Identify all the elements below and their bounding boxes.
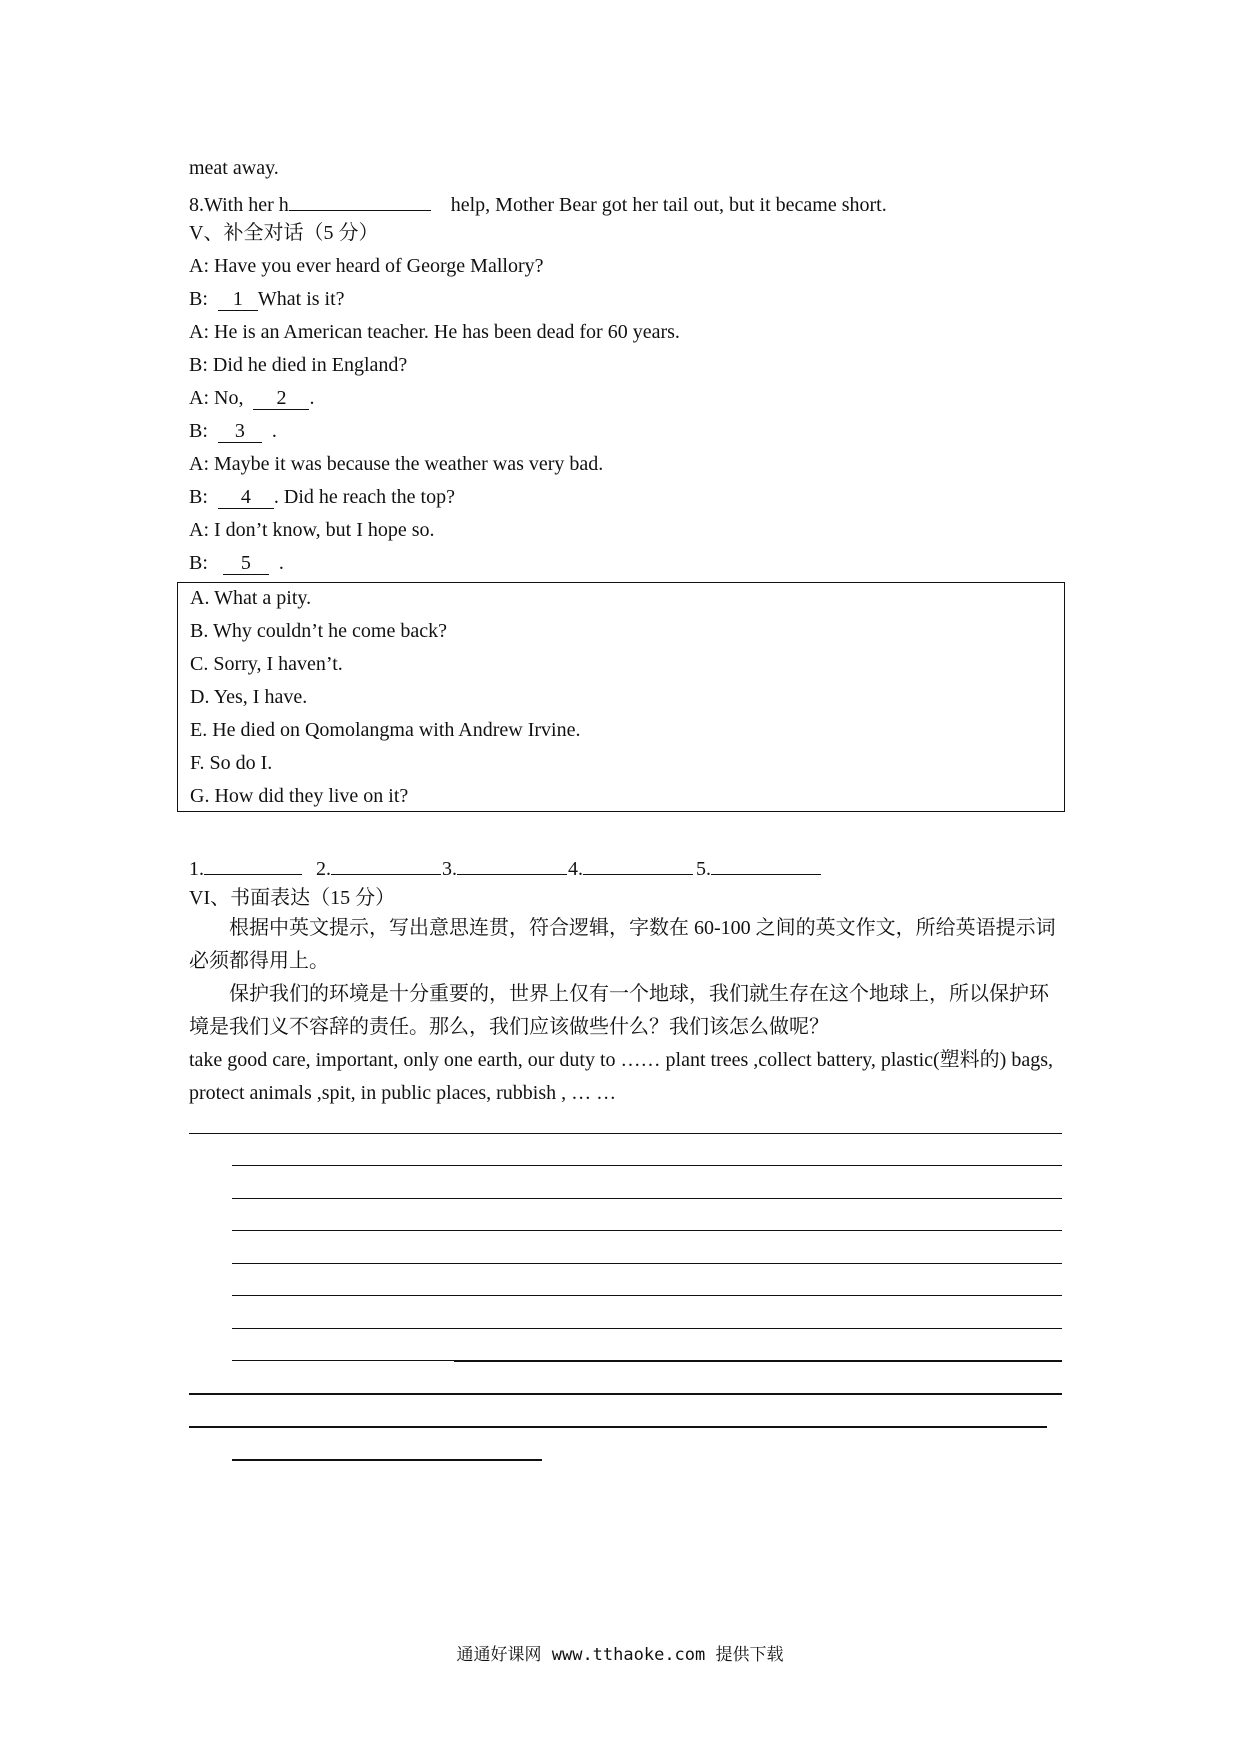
writing-line[interactable] (232, 1459, 542, 1461)
answer-3 (442, 852, 567, 882)
blank-3[interactable]: 3 (218, 420, 262, 443)
dialogue-line: A: Have you ever heard of George Mallory? (189, 255, 544, 277)
blank-4[interactable]: 4 (218, 486, 274, 509)
writing-line[interactable] (189, 1426, 1047, 1428)
option-a: A. What a pity. (190, 587, 312, 609)
dialogue-line: A: Maybe it was because the weather was very bad. (189, 453, 604, 475)
writing-line[interactable] (232, 1328, 1062, 1329)
answer-blank[interactable] (331, 852, 441, 875)
answer-blank[interactable] (204, 852, 302, 875)
answer-label: 5. (696, 858, 711, 880)
section-5-heading: V、补全对话（5 分） (189, 222, 379, 244)
writing-line[interactable] (232, 1165, 1062, 1166)
dialogue-line: B: Did he died in England? (189, 354, 408, 376)
section-6-heading: VI、书面表达（15 分） (189, 887, 396, 909)
blank-2[interactable]: 2 (253, 387, 309, 410)
dialogue-line (189, 484, 455, 510)
speaker: B: (189, 486, 208, 508)
answer-label: 4. (568, 858, 583, 880)
question-8 (189, 188, 887, 218)
q8-prefix: 8.With her h (189, 194, 289, 216)
footer-credit: 通通好课网 www.tthaoke.com 提供下载 (456, 1645, 784, 1665)
writing-line[interactable] (232, 1295, 1062, 1296)
punct: . (309, 387, 315, 409)
q8-suffix: help, Mother Bear got her tail out, but it became short. (450, 194, 887, 216)
answer-1 (189, 852, 302, 882)
dialogue-line (189, 550, 284, 576)
writing-line[interactable] (232, 1263, 1062, 1264)
option-f: F. So do I. (190, 752, 273, 774)
speaker: B: (189, 420, 208, 442)
punct: . (271, 420, 277, 442)
answer-label: 1. (189, 858, 204, 880)
writing-line[interactable] (454, 1360, 1062, 1362)
options-box (177, 582, 1065, 812)
dialogue-line: A: He is an American teacher. He has been dead for 60 years. (189, 321, 680, 343)
answer-blank[interactable] (583, 852, 693, 875)
writing-line[interactable] (232, 1198, 1062, 1199)
text-line: meat away. (189, 157, 279, 179)
dialogue-text: A: No, (189, 387, 244, 409)
option-d: D. Yes, I have. (190, 686, 308, 708)
dialogue-line (189, 418, 277, 444)
dialogue-line (189, 385, 314, 411)
punct: . (278, 552, 284, 574)
writing-instructions (189, 912, 1061, 1110)
option-c: C. Sorry, I haven’t. (190, 653, 343, 675)
speaker: B: (189, 288, 208, 310)
blank-5[interactable]: 5 (223, 552, 269, 575)
option-e: E. He died on Qomolangma with Andrew Irvine. (190, 719, 581, 741)
dialogue-line: A: I don’t know, but I hope so. (189, 519, 435, 541)
option-b: B. Why couldn’t he come back? (190, 620, 447, 642)
writing-line[interactable] (232, 1230, 1062, 1231)
answer-blank[interactable] (457, 852, 567, 875)
answer-label: 2. (316, 858, 331, 880)
instruction-text: 根据中英文提示，写出意思连贯，符合逻辑，字数在 60-100 之间的英文作文，所给英语提示词必须都得用上。 (189, 917, 1056, 972)
writing-line[interactable] (232, 1360, 454, 1361)
q8-blank[interactable] (289, 188, 431, 211)
writing-line[interactable] (189, 1393, 1062, 1395)
answer-blank[interactable] (711, 852, 821, 875)
option-g: G. How did they live on it? (190, 785, 409, 807)
answer-2 (316, 852, 441, 882)
answer-5 (696, 852, 821, 882)
blank-1[interactable]: 1 (218, 288, 258, 311)
answer-4 (568, 852, 693, 882)
dialogue-text: . Did he reach the top? (273, 486, 455, 508)
prompt-text: 保护我们的环境是十分重要的，世界上仅有一个地球，我们就生存在这个地球上，所以保护环境是我们义不容辞的责任。那么，我们应该做些什么？我们该怎么做呢？ (189, 983, 1049, 1038)
dialogue-line (189, 286, 345, 312)
writing-line[interactable] (189, 1133, 1062, 1134)
dialogue-text: What is it? (257, 288, 345, 310)
speaker: B: (189, 552, 208, 574)
answer-label: 3. (442, 858, 457, 880)
keywords-text: take good care, important, only one earth, our duty to …… plant trees ,collect battery, plastic(塑料的) bags, protect animals ,spit, in public places, rubbish , … … (189, 1049, 1054, 1104)
